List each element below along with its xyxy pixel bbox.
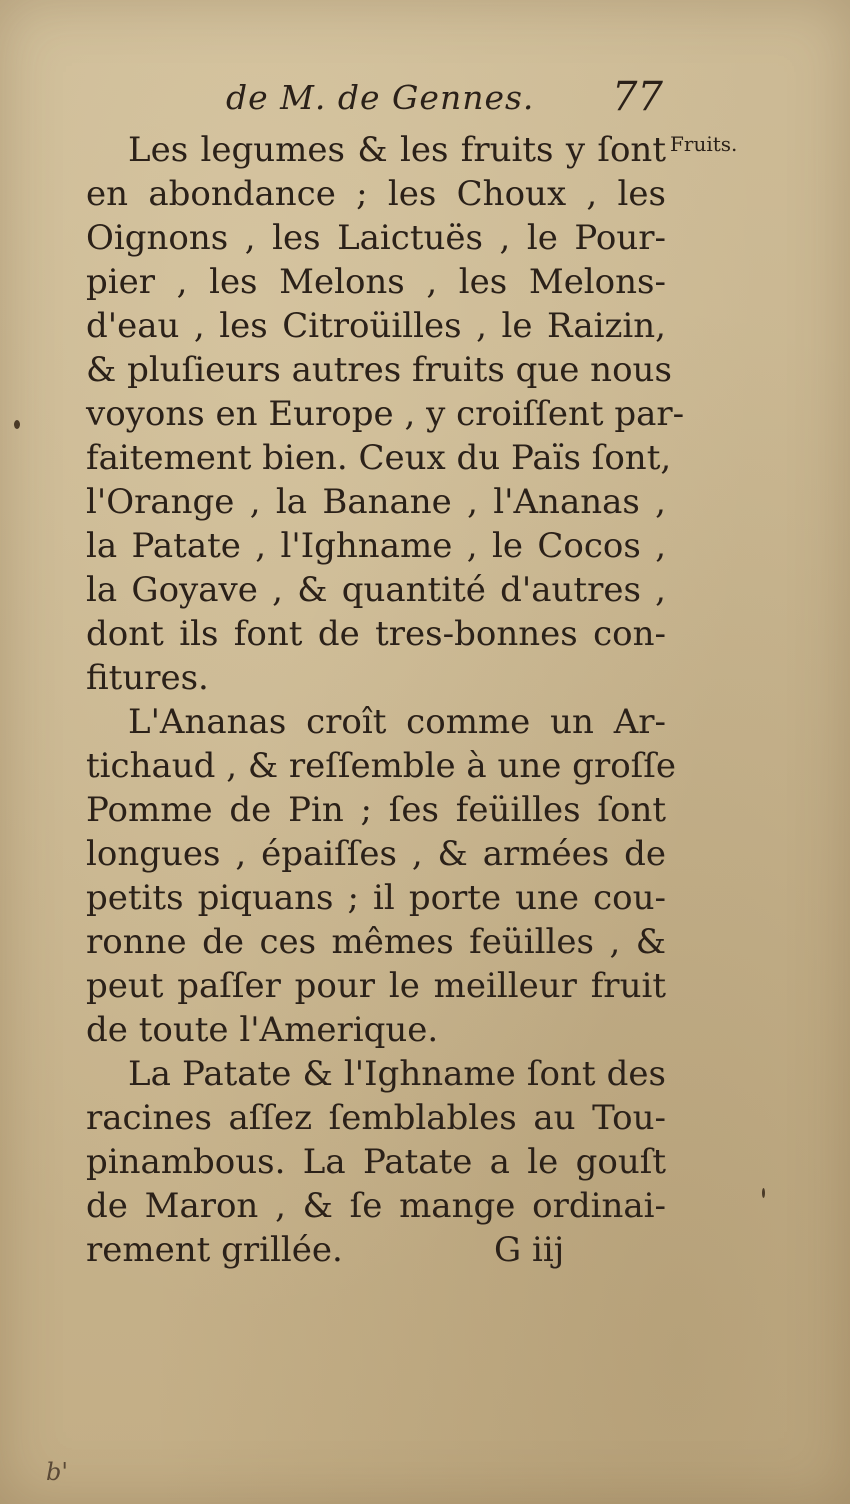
signature-mark: G iij (494, 1230, 565, 1270)
pencil-mark: b' (46, 1458, 68, 1486)
text-line: l'Orange , la Banane , l'Ananas , (86, 482, 666, 522)
text-line: fitures. (86, 658, 209, 698)
text-line: la Patate , l'Ighname , le Cocos , (86, 526, 666, 566)
text-line: L'Ananas croît comme un Ar- (128, 702, 666, 742)
text-line: pinambous. La Patate a le gouſt (86, 1142, 666, 1182)
text-line: Oignons , les Laictuës , le Pour- (86, 218, 666, 258)
ink-speck (14, 420, 20, 429)
text-line: longues , épaiſſes , & armées de (86, 834, 666, 874)
text-line: de Maron , & ſe mange ordinai- (86, 1186, 666, 1226)
page-number: 77 (612, 74, 663, 120)
last-line (86, 1228, 666, 1272)
text-line: de toute l'Amerique. (86, 1010, 439, 1050)
text-line: d'eau , les Citroüilles , le Raizin, (86, 306, 666, 346)
running-head: de M. de Gennes. (226, 78, 535, 117)
text-line: Pomme de Pin ; ſes feüilles ſont (86, 790, 666, 830)
text-line: tichaud , & reſſemble à une groſſe (86, 746, 676, 786)
text-line: Les legumes & les fruits y ſont (128, 130, 666, 170)
text-line: la Goyave , & quantité d'autres , (86, 570, 666, 610)
text-line: pier , les Melons , les Melons- (86, 262, 666, 302)
text-line: en abondance ; les Choux , les (86, 174, 666, 214)
text-line: La Patate & l'Ighname ſont des (128, 1054, 666, 1094)
text-line: faitement bien. Ceux du Païs ſont, (86, 438, 672, 478)
margin-note: Fruits. (670, 132, 738, 156)
text-line: dont ils font de tres-bonnes con- (86, 614, 666, 654)
text-line: petits piquans ; il porte une cou- (86, 878, 666, 918)
text-line: racines aſſez ſemblables au Tou- (86, 1098, 666, 1138)
body-text (86, 128, 685, 1272)
text-line: peut paſſer pour le meilleur fruit (86, 966, 666, 1006)
text-line: & pluſieurs autres fruits que nous (86, 350, 672, 390)
text-line: voyons en Europe , y croiſſent par- (86, 394, 685, 434)
ink-speck (762, 1188, 765, 1198)
text-line: ronne de ces mêmes feüilles , & (86, 922, 666, 962)
text-line: rement grillée. (86, 1230, 343, 1270)
